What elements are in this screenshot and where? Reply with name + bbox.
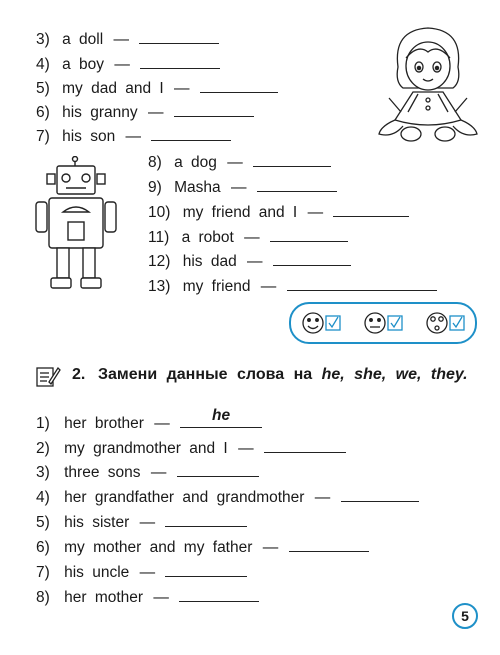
answer-blank[interactable] (174, 100, 254, 117)
list-item: 8) a dog — (148, 150, 331, 170)
neutral-face-icon[interactable] (365, 313, 385, 333)
doll-illustration (373, 22, 483, 147)
robot-illustration (33, 156, 133, 296)
answer-blank[interactable] (165, 510, 247, 527)
list-item: 5) his sister — (36, 510, 247, 530)
exercise-title: 2. Замени данные слова на he, she, we, they. (72, 366, 468, 383)
page-number-badge: 5 (452, 603, 478, 629)
list-item: 9) Masha — (148, 175, 337, 195)
list-item: 6) his granny — (36, 100, 254, 120)
list-item: 4) a boy — (36, 52, 220, 72)
list-item: 8) her mother — (36, 585, 259, 605)
answer-blank[interactable] (341, 485, 419, 502)
confused-face-icon[interactable] (427, 313, 447, 333)
list-item: 7) his son — (36, 124, 231, 144)
list-item: 10) my friend and I — (148, 200, 409, 220)
list-item: 1) her brother — he (36, 411, 262, 431)
list-item: 11) a robot — (148, 225, 348, 245)
answer-blank[interactable] (270, 225, 348, 242)
answer-blank[interactable]: he (180, 411, 262, 428)
answer-blank[interactable] (273, 249, 351, 266)
answer-blank[interactable] (253, 150, 331, 167)
answer-blank[interactable] (333, 200, 409, 217)
self-assessment-box (289, 302, 477, 344)
list-item: 3) three sons — (36, 460, 259, 480)
answer-blank[interactable] (287, 274, 437, 291)
answer-blank[interactable] (264, 436, 346, 453)
list-item: 3) a doll — (36, 27, 219, 47)
list-item: 7) his uncle — (36, 560, 247, 580)
list-item: 6) my mother and my father — (36, 535, 369, 555)
happy-face-icon[interactable] (303, 313, 323, 333)
pencil-notebook-icon (35, 364, 61, 388)
answer-blank[interactable] (140, 52, 220, 69)
list-item: 4) her grandfather and grandmother — (36, 485, 419, 505)
answer-blank[interactable] (151, 124, 231, 141)
answer-blank[interactable] (289, 535, 369, 552)
list-item: 5) my dad and I — (36, 76, 278, 96)
answer-blank[interactable] (200, 76, 278, 93)
list-item: 12) his dad — (148, 249, 351, 269)
answer-blank[interactable] (257, 175, 337, 192)
answer-blank[interactable] (177, 460, 259, 477)
answer-blank[interactable] (139, 27, 219, 44)
list-item: 13) my friend — (148, 274, 437, 294)
list-item: 2) my grandmother and I — (36, 436, 346, 456)
answer-blank[interactable] (179, 585, 259, 602)
answer-blank[interactable] (165, 560, 247, 577)
